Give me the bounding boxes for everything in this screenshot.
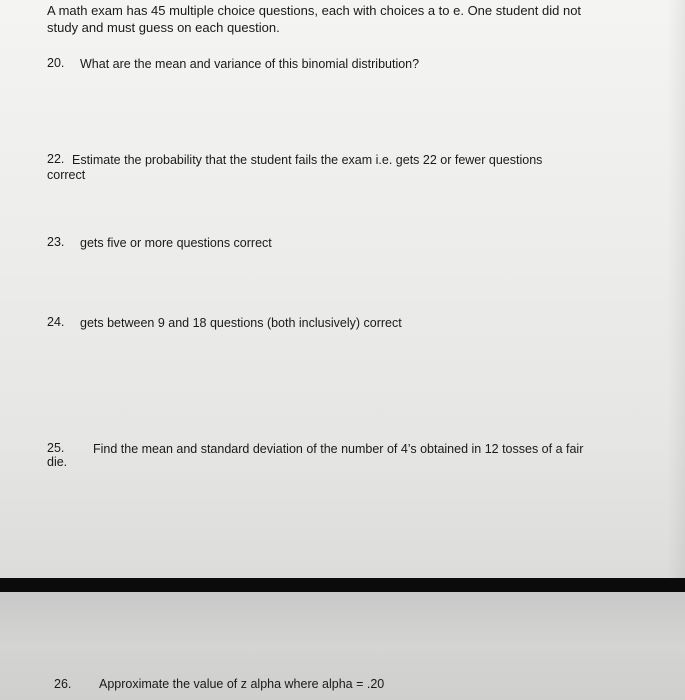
question-20-number: 20. — [47, 56, 65, 70]
question-24-text: gets between 9 and 18 questions (both inclusively) correct — [80, 316, 402, 330]
question-25-text: Find the mean and standard deviation of the number of 4’s obtained in 12 tosses of a fair — [93, 442, 584, 456]
question-23-number: 23. — [47, 235, 65, 249]
question-24-number: 24. — [47, 315, 65, 329]
page-gap-shadow — [0, 578, 685, 592]
intro-line-2: study and must guess on each question. — [47, 20, 280, 35]
question-22-text: Estimate the probability that the student fails the exam i.e. gets 22 or fewer questions — [72, 153, 543, 167]
intro-line-1: A math exam has 45 multiple choice questions, each with choices a to e. One student did not — [47, 3, 582, 18]
question-20-text: What are the mean and variance of this binomial distribution? — [80, 57, 420, 71]
question-25-number: 25. — [47, 441, 65, 455]
question-23-text: gets five or more questions correct — [80, 236, 272, 250]
question-22-number: 22. — [47, 152, 65, 166]
question-25-text-continued: die. — [47, 455, 68, 469]
page-shadow-edge — [667, 0, 685, 578]
question-22-text-continued: correct — [47, 168, 86, 182]
worksheet-page-bottom — [0, 592, 685, 700]
question-26-text: Approximate the value of z alpha where alpha = .20 — [99, 677, 385, 691]
question-26-number: 26. — [54, 677, 72, 691]
